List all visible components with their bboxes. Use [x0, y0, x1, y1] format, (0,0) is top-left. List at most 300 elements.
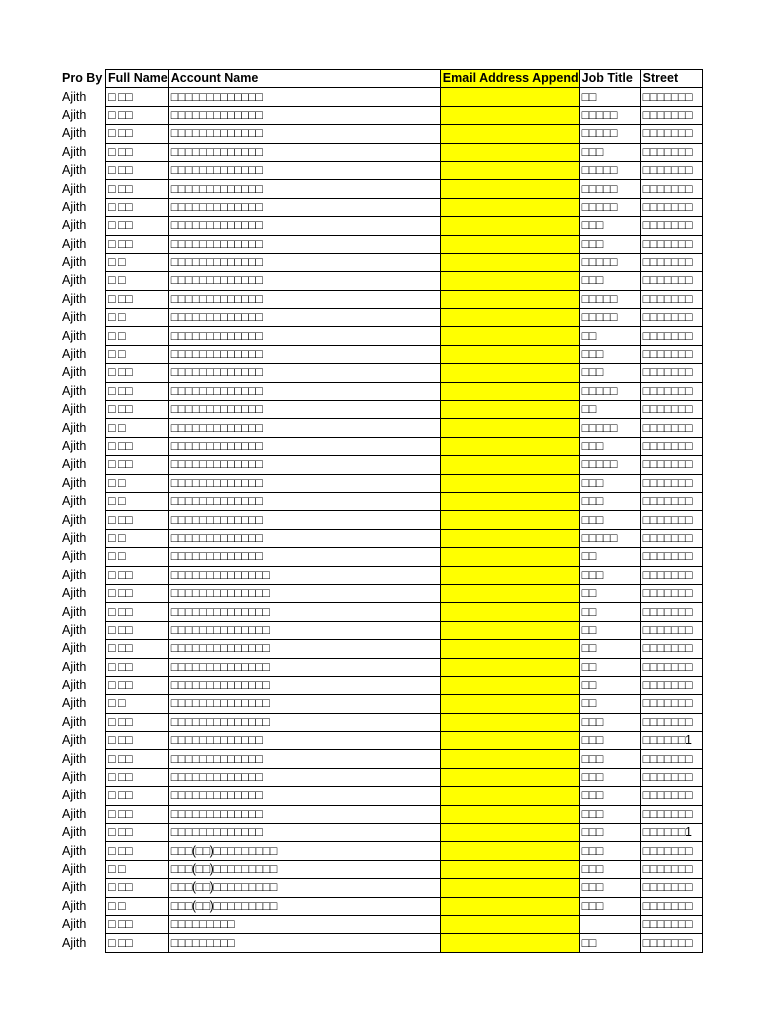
full-name-cell[interactable]: □ □□ — [106, 603, 169, 621]
job-title-cell[interactable]: □□□□□ — [579, 309, 640, 327]
pro-by-cell[interactable]: Ajith — [62, 236, 87, 251]
job-title-cell[interactable]: □□□□□ — [579, 382, 640, 400]
column-header-street[interactable]: Street — [640, 70, 702, 88]
pro-by-cell[interactable]: Ajith — [62, 843, 87, 858]
account-name-cell[interactable]: □□□□□□□□□□□□□ — [168, 805, 440, 823]
full-name-cell[interactable]: □ □□ — [106, 401, 169, 419]
account-name-cell[interactable]: □□□□□□□□□□□□□ — [168, 419, 440, 437]
job-title-cell[interactable]: □□ — [579, 695, 640, 713]
street-cell[interactable]: □□□□□□□ — [640, 897, 702, 915]
street-cell[interactable]: □□□□□□□ — [640, 419, 702, 437]
full-name-cell[interactable]: □ □□ — [106, 676, 169, 694]
pro-by-cell[interactable]: Ajith — [62, 439, 87, 453]
full-name-cell[interactable]: □ □ — [106, 272, 169, 290]
email-address-append-cell[interactable] — [440, 897, 579, 915]
email-address-append-cell[interactable] — [440, 235, 579, 253]
job-title-cell[interactable]: □□□ — [579, 860, 640, 878]
account-name-cell[interactable]: □□□□□□□□□□□□□□ — [168, 584, 440, 602]
email-address-append-cell[interactable] — [440, 253, 579, 271]
full-name-cell[interactable]: □ □□ — [106, 364, 169, 382]
job-title-cell[interactable]: □□□ — [579, 824, 640, 842]
email-address-append-cell[interactable] — [440, 143, 579, 161]
email-address-append-cell[interactable] — [440, 437, 579, 455]
table-row — [60, 364, 702, 382]
full-name-cell[interactable]: □ □□ — [106, 456, 169, 474]
full-name-cell[interactable]: □ □□ — [106, 750, 169, 768]
pro-by-cell[interactable]: Ajith — [62, 678, 87, 693]
email-address-append-cell[interactable] — [440, 492, 579, 510]
pro-by-cell[interactable]: Ajith — [62, 604, 87, 619]
account-name-cell[interactable]: □□□□□□□□□□□□□ — [168, 327, 440, 345]
street-cell[interactable]: □□□□□□□ — [640, 180, 702, 198]
street-cell[interactable]: □□□□□□□ — [640, 474, 702, 492]
pro-by-cell[interactable]: Ajith — [62, 567, 87, 582]
street-cell[interactable]: □□□□□□□ — [640, 805, 702, 823]
job-title-cell[interactable]: □□□ — [579, 713, 640, 731]
account-name-cell[interactable]: □□□□□□□□□□□□□□ — [168, 695, 440, 713]
pro-by-cell[interactable]: Ajith — [62, 144, 87, 159]
account-name-cell[interactable]: □□□□□□□□□□□□□ — [168, 345, 440, 363]
account-name-cell[interactable]: □□□□□□□□□ — [168, 934, 440, 952]
job-title-cell[interactable]: □□□ — [579, 143, 640, 161]
email-address-append-cell[interactable] — [440, 511, 579, 529]
email-address-append-cell[interactable] — [440, 309, 579, 327]
table-row — [60, 566, 702, 584]
street-cell[interactable]: □□□□□□□ — [640, 658, 702, 676]
pro-by-cell[interactable]: Ajith — [62, 641, 87, 656]
street-cell[interactable]: □□□□□□□ — [640, 437, 702, 455]
account-name-cell[interactable]: □□□□□□□□□□□□□ — [168, 474, 440, 492]
column-header-account-name[interactable]: Account Name — [168, 70, 440, 88]
account-name-cell[interactable]: □□□□□□□□□□□□□ — [168, 106, 440, 124]
pro-by-cell[interactable]: Ajith — [62, 714, 87, 729]
account-name-cell[interactable]: □□□(□□)□□□□□□□□□ — [168, 879, 440, 897]
full-name-cell[interactable]: □ □□ — [106, 934, 169, 952]
job-title-cell[interactable]: □□ — [579, 584, 640, 602]
email-address-append-cell[interactable] — [440, 658, 579, 676]
email-address-append-cell[interactable] — [440, 640, 579, 658]
street-cell[interactable]: □□□□□□□ — [640, 143, 702, 161]
email-address-append-cell[interactable] — [440, 584, 579, 602]
account-name-cell[interactable]: □□□□□□□□□□□□□ — [168, 198, 440, 216]
full-name-cell[interactable]: □ □□ — [106, 621, 169, 639]
table-body — [60, 88, 702, 952]
street-cell[interactable]: □□□□□□1 — [640, 824, 702, 842]
street-cell[interactable]: □□□□□□□ — [640, 327, 702, 345]
street-cell[interactable]: □□□□□□□ — [640, 235, 702, 253]
street-cell[interactable]: □□□□□□□ — [640, 787, 702, 805]
job-title-cell[interactable]: □□ — [579, 621, 640, 639]
street-cell[interactable]: □□□□□□□ — [640, 364, 702, 382]
pro-by-cell[interactable]: Ajith — [62, 163, 87, 178]
street-cell[interactable]: □□□□□□□ — [640, 529, 702, 547]
full-name-cell[interactable]: □ □□ — [106, 290, 169, 308]
job-title-cell[interactable]: □□□□□ — [579, 180, 640, 198]
account-name-cell[interactable]: □□□□□□□□□□□□□ — [168, 529, 440, 547]
email-address-append-cell[interactable] — [440, 824, 579, 842]
street-cell[interactable]: □□□□□□□ — [640, 217, 702, 235]
full-name-cell[interactable]: □ □□ — [106, 713, 169, 731]
full-name-cell[interactable]: □ □□ — [106, 732, 169, 750]
job-title-cell[interactable]: □□□□□ — [579, 161, 640, 179]
pro-by-cell[interactable]: Ajith — [62, 696, 87, 711]
full-name-cell[interactable]: □ □ — [106, 474, 169, 492]
email-address-append-cell[interactable] — [440, 805, 579, 823]
job-title-cell[interactable]: □□□ — [579, 805, 640, 823]
street-cell[interactable]: □□□□□□□ — [640, 548, 702, 566]
email-address-append-cell[interactable] — [440, 198, 579, 216]
pro-by-cell[interactable]: Ajith — [62, 328, 87, 343]
job-title-cell[interactable]: □□ — [579, 676, 640, 694]
job-title-cell[interactable]: □□□ — [579, 217, 640, 235]
job-title-cell[interactable]: □□□□□ — [579, 106, 640, 124]
full-name-cell[interactable]: □ □□ — [106, 161, 169, 179]
job-title-cell[interactable]: □□ — [579, 658, 640, 676]
table-row — [60, 161, 702, 179]
job-title-cell[interactable]: □□□□□ — [579, 456, 640, 474]
street-cell[interactable]: □□□□□□□ — [640, 676, 702, 694]
email-address-append-cell[interactable] — [440, 345, 579, 363]
email-address-append-cell[interactable] — [440, 842, 579, 860]
pro-by-cell[interactable]: Ajith — [62, 218, 87, 233]
account-name-cell[interactable]: □□□□□□□□□□□□□ — [168, 217, 440, 235]
account-name-cell[interactable]: □□□□□□□□□□□□□ — [168, 511, 440, 529]
email-address-append-cell[interactable] — [440, 474, 579, 492]
job-title-cell[interactable]: □□ — [579, 640, 640, 658]
account-name-cell[interactable]: □□□□□□□□□□□□□□ — [168, 676, 440, 694]
street-cell[interactable]: □□□□□□□ — [640, 768, 702, 786]
street-cell[interactable]: □□□□□□□ — [640, 860, 702, 878]
street-cell[interactable]: □□□□□□□ — [640, 603, 702, 621]
email-address-append-cell[interactable] — [440, 161, 579, 179]
job-title-cell[interactable] — [579, 915, 640, 933]
full-name-cell[interactable]: □ □ — [106, 253, 169, 271]
full-name-cell[interactable]: □ □ — [106, 695, 169, 713]
account-name-cell[interactable]: □□□(□□)□□□□□□□□□ — [168, 842, 440, 860]
account-name-cell[interactable]: □□□□□□□□□□□□□□ — [168, 640, 440, 658]
full-name-cell[interactable]: □ □□ — [106, 235, 169, 253]
full-name-cell[interactable]: □ □□ — [106, 824, 169, 842]
account-name-cell[interactable]: □□□□□□□□□□□□□ — [168, 787, 440, 805]
full-name-cell[interactable]: □ □□ — [106, 658, 169, 676]
job-title-cell[interactable]: □□□ — [579, 879, 640, 897]
street-cell[interactable]: □□□□□□□ — [640, 695, 702, 713]
full-name-cell[interactable]: □ □□ — [106, 768, 169, 786]
full-name-cell[interactable]: □ □□ — [106, 566, 169, 584]
account-name-cell[interactable]: □□□□□□□□□□□□□□ — [168, 621, 440, 639]
table-row — [60, 125, 702, 143]
email-address-append-cell[interactable] — [440, 327, 579, 345]
email-address-append-cell[interactable] — [440, 88, 579, 106]
street-cell[interactable]: □□□□□□□ — [640, 713, 702, 731]
account-name-cell[interactable]: □□□□□□□□□□□□□ — [168, 143, 440, 161]
street-cell[interactable]: □□□□□□□ — [640, 934, 702, 952]
full-name-cell[interactable]: □ □ — [106, 548, 169, 566]
pro-by-cell[interactable]: Ajith — [62, 825, 87, 840]
pro-by-cell[interactable]: Ajith — [62, 291, 87, 306]
street-cell[interactable]: □□□□□□□ — [640, 161, 702, 179]
job-title-cell[interactable]: □□□ — [579, 474, 640, 492]
full-name-cell[interactable]: □ □□ — [106, 106, 169, 124]
email-address-append-cell[interactable] — [440, 272, 579, 290]
pro-by-cell[interactable]: Ajith — [62, 475, 87, 490]
job-title-cell[interactable]: □□□□□ — [579, 253, 640, 271]
pro-by-cell[interactable]: Ajith — [62, 751, 87, 766]
street-cell[interactable]: □□□□□□□ — [640, 584, 702, 602]
account-name-cell[interactable]: □□□□□□□□□□□□□ — [168, 272, 440, 290]
full-name-cell[interactable]: □ □□ — [106, 125, 169, 143]
email-address-append-cell[interactable] — [440, 180, 579, 198]
email-address-append-cell[interactable] — [440, 879, 579, 897]
street-cell[interactable]: □□□□□□□ — [640, 290, 702, 308]
job-title-cell[interactable]: □□ — [579, 548, 640, 566]
job-title-cell[interactable]: □□□ — [579, 345, 640, 363]
job-title-cell[interactable]: □□□ — [579, 750, 640, 768]
pro-by-cell[interactable]: Ajith — [62, 199, 87, 214]
email-address-append-cell[interactable] — [440, 934, 579, 952]
job-title-cell[interactable]: □□□ — [579, 235, 640, 253]
table-row — [60, 879, 702, 897]
street-cell[interactable]: □□□□□□□ — [640, 750, 702, 768]
email-address-append-cell[interactable] — [440, 566, 579, 584]
account-name-cell[interactable]: □□□□□□□□□□□□□ — [168, 824, 440, 842]
street-cell[interactable]: □□□□□□□ — [640, 879, 702, 897]
account-name-cell[interactable]: □□□□□□□□□□□□□ — [168, 235, 440, 253]
full-name-cell[interactable]: □ □ — [106, 860, 169, 878]
email-address-append-cell[interactable] — [440, 529, 579, 547]
pro-by-cell[interactable]: Ajith — [62, 365, 87, 380]
table-row — [60, 272, 702, 290]
account-name-cell[interactable]: □□□□□□□□□□□□□ — [168, 382, 440, 400]
full-name-cell[interactable]: □ □ — [106, 345, 169, 363]
street-cell[interactable]: □□□□□□□ — [640, 566, 702, 584]
pro-by-cell[interactable]: Ajith — [62, 273, 87, 288]
email-address-append-cell[interactable] — [440, 750, 579, 768]
account-name-cell[interactable]: □□□□□□□□□□□□□ — [168, 253, 440, 271]
account-name-cell[interactable]: □□□□□□□□□□□□□ — [168, 456, 440, 474]
account-name-cell[interactable]: □□□□□□□□□□□□□ — [168, 180, 440, 198]
job-title-cell[interactable]: □□ — [579, 88, 640, 106]
email-address-append-cell[interactable] — [440, 695, 579, 713]
street-cell[interactable]: □□□□□□□ — [640, 915, 702, 933]
pro-by-cell[interactable]: Ajith — [62, 659, 87, 674]
job-title-cell[interactable]: □□ — [579, 327, 640, 345]
email-address-append-cell[interactable] — [440, 290, 579, 308]
full-name-cell[interactable]: □ □ — [106, 529, 169, 547]
pro-by-cell[interactable]: Ajith — [62, 402, 87, 417]
full-name-cell[interactable]: □ □□ — [106, 805, 169, 823]
full-name-cell[interactable]: □ □□ — [106, 198, 169, 216]
email-address-append-cell[interactable] — [440, 603, 579, 621]
email-address-append-cell[interactable] — [440, 676, 579, 694]
email-address-append-cell[interactable] — [440, 382, 579, 400]
job-title-cell[interactable]: □□□ — [579, 787, 640, 805]
email-address-append-cell[interactable] — [440, 732, 579, 750]
job-title-cell[interactable]: □□□ — [579, 492, 640, 510]
job-title-cell[interactable]: □□□ — [579, 437, 640, 455]
pro-by-cell[interactable]: Ajith — [62, 126, 87, 141]
table-row — [60, 198, 702, 216]
full-name-cell[interactable]: □ □ — [106, 327, 169, 345]
job-title-cell[interactable]: □□□ — [579, 768, 640, 786]
account-name-cell[interactable]: □□□□□□□□□□□□□□ — [168, 603, 440, 621]
pro-by-cell[interactable]: Ajith — [62, 861, 87, 876]
full-name-cell[interactable]: □ □□ — [106, 640, 169, 658]
pro-by-cell[interactable]: Ajith — [62, 457, 87, 472]
full-name-cell[interactable]: □ □□ — [106, 217, 169, 235]
street-cell[interactable]: □□□□□□□ — [640, 253, 702, 271]
account-name-cell[interactable]: □□□□□□□□□□□□□ — [168, 309, 440, 327]
pro-by-cell[interactable]: Ajith — [62, 255, 87, 270]
full-name-cell[interactable]: □ □□ — [106, 584, 169, 602]
account-name-cell[interactable]: □□□□□□□□□□□□□ — [168, 750, 440, 768]
email-address-append-cell[interactable] — [440, 419, 579, 437]
email-address-append-cell[interactable] — [440, 456, 579, 474]
column-header-job-title[interactable]: Job Title — [579, 70, 640, 88]
full-name-cell[interactable]: □ □□ — [106, 787, 169, 805]
street-cell[interactable]: □□□□□□□ — [640, 382, 702, 400]
email-address-append-cell[interactable] — [440, 621, 579, 639]
street-cell[interactable]: □□□□□□□ — [640, 401, 702, 419]
account-name-cell[interactable]: □□□(□□)□□□□□□□□□ — [168, 860, 440, 878]
table-row — [60, 456, 702, 474]
column-header-full-name[interactable]: Full Name — [106, 70, 169, 88]
street-cell[interactable]: □□□□□□□ — [640, 640, 702, 658]
email-address-append-cell[interactable] — [440, 106, 579, 124]
account-name-cell[interactable]: □□□□□□□□□□□□□□ — [168, 713, 440, 731]
pro-by-cell[interactable]: Ajith — [62, 917, 87, 932]
pro-by-cell[interactable]: Ajith — [62, 494, 87, 509]
street-cell[interactable]: □□□□□□□ — [640, 106, 702, 124]
email-address-append-cell[interactable] — [440, 125, 579, 143]
job-title-cell[interactable]: □□□ — [579, 511, 640, 529]
street-cell[interactable]: □□□□□□1 — [640, 732, 702, 750]
pro-by-cell[interactable]: Ajith — [62, 89, 87, 104]
street-cell[interactable]: □□□□□□□ — [640, 492, 702, 510]
email-address-append-cell[interactable] — [440, 860, 579, 878]
job-title-cell[interactable]: □□□ — [579, 566, 640, 584]
account-name-cell[interactable]: □□□□□□□□□□□□□ — [168, 88, 440, 106]
full-name-cell[interactable]: □ □□ — [106, 437, 169, 455]
pro-by-cell[interactable]: Ajith — [62, 880, 87, 895]
job-title-cell[interactable]: □□□□□ — [579, 529, 640, 547]
street-cell[interactable]: □□□□□□□ — [640, 345, 702, 363]
job-title-cell[interactable]: □□□□□ — [579, 290, 640, 308]
column-header-email-address-append[interactable]: Email Address Append — [440, 70, 579, 88]
account-name-cell[interactable]: □□□□□□□□□□□□□□ — [168, 658, 440, 676]
street-cell[interactable]: □□□□□□□ — [640, 309, 702, 327]
account-name-cell[interactable]: □□□□□□□□□□□□□ — [168, 437, 440, 455]
account-name-cell[interactable]: □□□□□□□□□□□□□ — [168, 732, 440, 750]
account-name-cell[interactable]: □□□□□□□□□□□□□ — [168, 290, 440, 308]
pro-by-cell[interactable]: Ajith — [62, 530, 87, 545]
email-address-append-cell[interactable] — [440, 713, 579, 731]
full-name-cell[interactable]: □ □□ — [106, 915, 169, 933]
pro-by-cell[interactable]: Ajith — [62, 181, 87, 196]
pro-by-cell[interactable]: Ajith — [62, 512, 87, 527]
full-name-cell[interactable]: □ □ — [106, 492, 169, 510]
pro-by-cell[interactable]: Ajith — [62, 107, 87, 122]
street-cell[interactable]: □□□□□□□ — [640, 272, 702, 290]
street-cell[interactable]: □□□□□□□ — [640, 88, 702, 106]
full-name-cell[interactable]: □ □ — [106, 897, 169, 915]
job-title-cell[interactable]: □□ — [579, 603, 640, 621]
job-title-cell[interactable]: □□□□□ — [579, 125, 640, 143]
table-row — [60, 640, 702, 658]
account-name-cell[interactable]: □□□□□□□□□□□□□ — [168, 768, 440, 786]
full-name-cell[interactable]: □ □ — [106, 419, 169, 437]
table-row — [60, 658, 702, 676]
column-header-pro-by[interactable]: Pro By — [62, 71, 103, 86]
pro-by-cell[interactable]: Ajith — [62, 383, 87, 398]
job-title-cell[interactable]: □□□□□ — [579, 419, 640, 437]
pro-by-cell[interactable]: Ajith — [62, 622, 87, 637]
email-address-append-cell[interactable] — [440, 548, 579, 566]
account-name-cell[interactable]: □□□(□□)□□□□□□□□□ — [168, 897, 440, 915]
job-title-cell[interactable]: □□□ — [579, 272, 640, 290]
job-title-cell[interactable]: □□ — [579, 934, 640, 952]
email-address-append-cell[interactable] — [440, 364, 579, 382]
street-cell[interactable]: □□□□□□□ — [640, 456, 702, 474]
street-cell[interactable]: □□□□□□□ — [640, 621, 702, 639]
job-title-cell[interactable]: □□□ — [579, 897, 640, 915]
job-title-cell[interactable]: □□□ — [579, 842, 640, 860]
pro-by-cell[interactable]: Ajith — [62, 935, 87, 950]
pro-by-cell[interactable]: Ajith — [62, 788, 87, 803]
pro-by-cell[interactable]: Ajith — [62, 770, 87, 785]
street-cell[interactable]: □□□□□□□ — [640, 125, 702, 143]
account-name-cell[interactable]: □□□□□□□□□□□□□ — [168, 364, 440, 382]
street-cell[interactable]: □□□□□□□ — [640, 842, 702, 860]
job-title-cell[interactable]: □□ — [579, 401, 640, 419]
account-name-cell[interactable]: □□□□□□□□□□□□□ — [168, 548, 440, 566]
pro-by-cell[interactable]: Ajith — [62, 806, 87, 821]
account-name-cell[interactable]: □□□□□□□□□□□□□ — [168, 401, 440, 419]
street-cell[interactable]: □□□□□□□ — [640, 511, 702, 529]
account-name-cell[interactable]: □□□□□□□□□□□□□□ — [168, 566, 440, 584]
table-row — [60, 419, 702, 437]
pro-by-cell[interactable]: Ajith — [62, 733, 87, 748]
full-name-cell[interactable]: □ □□ — [106, 180, 169, 198]
street-cell[interactable]: □□□□□□□ — [640, 198, 702, 216]
pro-by-cell[interactable]: Ajith — [62, 420, 87, 435]
job-title-cell[interactable]: □□□ — [579, 732, 640, 750]
email-address-append-cell[interactable] — [440, 768, 579, 786]
pro-by-cell[interactable]: Ajith — [62, 898, 87, 913]
full-name-cell[interactable]: □ □ — [106, 309, 169, 327]
account-name-cell[interactable]: □□□□□□□□□□□□□ — [168, 161, 440, 179]
pro-by-cell[interactable]: Ajith — [62, 549, 87, 564]
full-name-cell[interactable]: □ □□ — [106, 842, 169, 860]
pro-by-cell[interactable]: Ajith — [62, 347, 87, 362]
account-name-cell[interactable]: □□□□□□□□□ — [168, 915, 440, 933]
job-title-cell[interactable]: □□□ — [579, 364, 640, 382]
job-title-cell[interactable]: □□□□□ — [579, 198, 640, 216]
full-name-cell[interactable]: □ □□ — [106, 143, 169, 161]
account-name-cell[interactable]: □□□□□□□□□□□□□ — [168, 125, 440, 143]
pro-by-cell[interactable]: Ajith — [62, 310, 87, 325]
email-address-append-cell[interactable] — [440, 915, 579, 933]
email-address-append-cell[interactable] — [440, 401, 579, 419]
pro-by-cell[interactable]: Ajith — [62, 586, 87, 601]
account-name-cell[interactable]: □□□□□□□□□□□□□ — [168, 492, 440, 510]
full-name-cell[interactable]: □ □□ — [106, 88, 169, 106]
email-address-append-cell[interactable] — [440, 787, 579, 805]
full-name-cell[interactable]: □ □□ — [106, 511, 169, 529]
full-name-cell[interactable]: □ □□ — [106, 382, 169, 400]
full-name-cell[interactable]: □ □□ — [106, 879, 169, 897]
email-address-append-cell[interactable] — [440, 217, 579, 235]
